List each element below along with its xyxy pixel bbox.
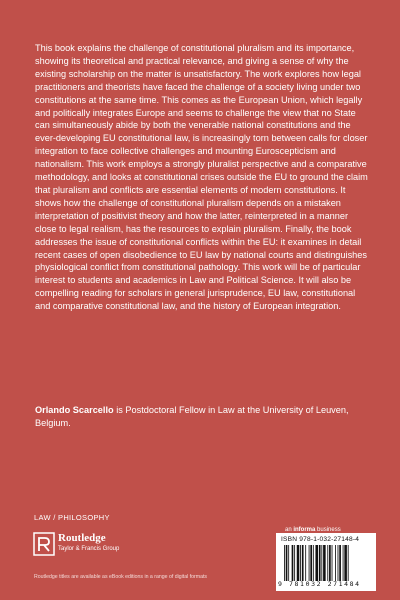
subject-category: LAW / PHILOSOPHY: [34, 513, 110, 522]
barcode-bar: [297, 545, 300, 581]
barcode-bar: [294, 545, 295, 581]
publisher-group: Taylor & Francis Group: [58, 546, 120, 552]
author-bio-text: is Postdoctoral Fellow in Law at the University of Leuven, Belgium.: [35, 405, 349, 428]
barcode-digits: 9 781032 271484: [278, 580, 361, 588]
barcode-bar: [313, 545, 314, 581]
back-cover-blurb: This book explains the challenge of constitutional pluralism and its importance, showing its theoretical and practical relevance, and giving a sense of why the existing scholarship on the matter is unsatisfactory. The work explores how legal practitioners and theorists have faced the challenge of a society living under two constitutions at the same time. This comes as the European Union, which legally and politically integrates Europe and seems to challenge the view that no State can simultaneously abide by both the venerable national constitutions and the ever-developing EU constitutional law, is increasingly torn between calls for closer integration to face collective challenges and mounting Euroscepticism and nationalism. This work employs a strongly pluralist perspective and a comparative methodology, and looks at constitutional crises outside the EU to ground the claim that pluralism and conflicts are essential elements of modern constitutions. It shows how the challenge of constitutional pluralism depends on a mistaken interpretation of positivist theory and how the latter, reinterpreted in a manner close to legal realism, has the resources to explain pluralism. Finally, the book addresses the issue of constitutional conflicts within the EU: it examines in detail recent cases of open disobedience to EU law by national courts and distinguishes physiological conflict from constitutional pathology. This work will be of particular interest to students and academics in Law and Political Science. It will also be compelling reading for scholars in general jurisprudence, EU law, constitutional and comparative constitutional law, and the history of European integration.: [35, 43, 368, 312]
barcode-bar: [288, 545, 289, 581]
barcode-bar: [348, 545, 349, 581]
barcode-bar: [338, 545, 339, 581]
barcode-bar: [321, 545, 322, 581]
barcode-bar: [305, 545, 306, 581]
barcode-bar: [302, 545, 304, 581]
barcode-image: [284, 545, 370, 581]
barcode-bar: [315, 545, 318, 581]
barcode-bar: [335, 545, 336, 581]
informa-brand: informa: [293, 527, 316, 533]
barcode-bar: [286, 545, 288, 581]
barcode-bar: [343, 545, 344, 581]
barcode-bar: [344, 545, 347, 581]
barcode-bar: [309, 545, 310, 581]
barcode-bar: [292, 545, 294, 581]
informa-suffix: business: [315, 527, 341, 533]
barcode-panel: [276, 533, 376, 591]
author-bio: [35, 404, 371, 430]
barcode-bar: [339, 545, 341, 581]
author-name: Orlando Scarcello: [35, 405, 114, 415]
publisher-name: Routledge: [58, 532, 106, 544]
barcode-bar: [319, 545, 321, 581]
barcode-bar: [329, 545, 331, 581]
publisher-logo: [33, 532, 183, 562]
barcode-bar: [327, 545, 328, 581]
barcode-bar: [284, 545, 285, 581]
barcode-bar: [332, 545, 333, 581]
routledge-logo-icon: [33, 532, 55, 556]
barcode-bar: [323, 545, 326, 581]
barcode-bar: [300, 545, 301, 581]
ebook-footnote: Routledge titles are available as eBook editions in a range of digital formats: [34, 574, 208, 580]
barcode-bar: [310, 545, 312, 581]
informa-prefix: an: [285, 527, 294, 533]
isbn-label: ISBN 978-1-032-27148-4: [281, 536, 360, 543]
